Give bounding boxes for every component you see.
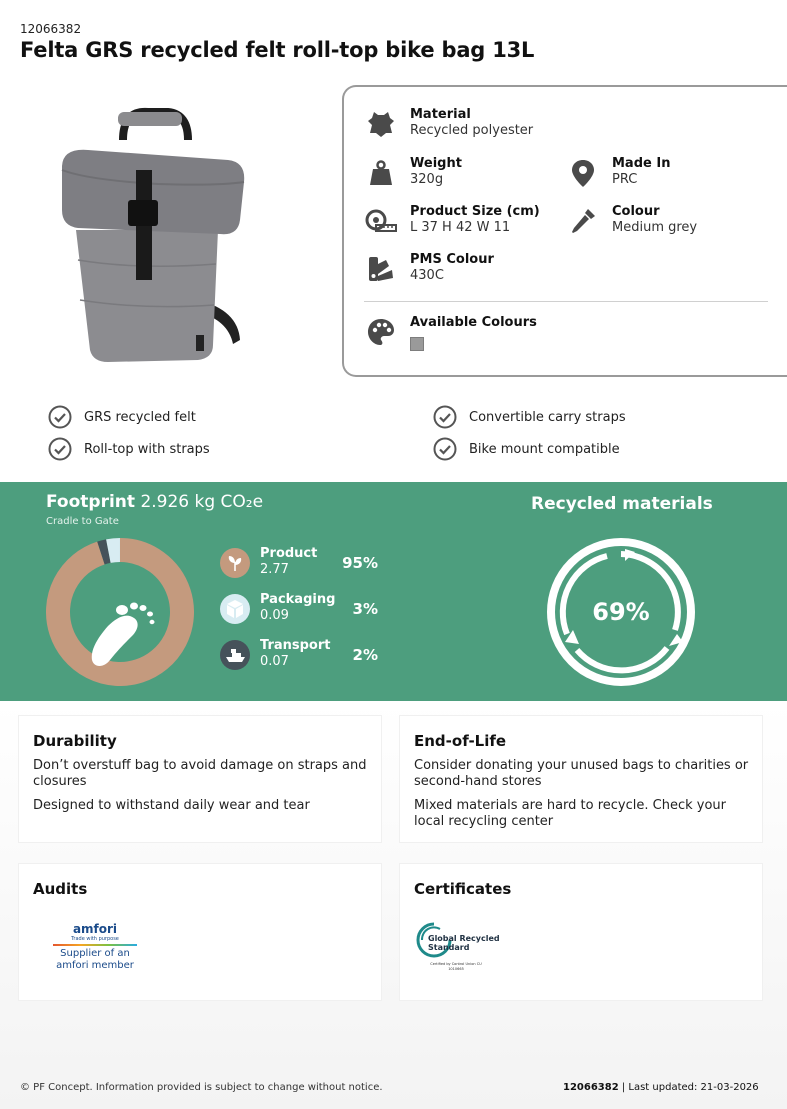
feature-label: Convertible carry straps — [469, 409, 626, 425]
check-circle-icon — [48, 405, 72, 429]
grs-certified-text: Certified by Control Union CU 1010665 — [430, 962, 482, 971]
leather-hide-icon — [364, 107, 398, 141]
specification-panel — [342, 85, 787, 377]
tape-measure-icon — [364, 204, 398, 238]
footprint-row-transport — [220, 638, 390, 674]
weight-label: Weight — [410, 156, 462, 171]
made-in-label: Made In — [612, 156, 671, 171]
weight-icon — [364, 156, 398, 190]
check-circle-icon — [433, 437, 457, 461]
size-label: Product Size (cm) — [410, 204, 540, 219]
recycled-materials-title: Recycled materials — [531, 494, 713, 514]
colour-value: Medium grey — [612, 220, 698, 235]
spec-available-colours — [364, 315, 537, 351]
product-title: Felta GRS recycled felt roll-top bike bag 13L — [20, 38, 535, 62]
footprint-row-percent: 2% — [352, 646, 378, 664]
footprint-donut-chart — [46, 538, 194, 686]
location-pin-icon — [566, 156, 600, 190]
spec-pms — [364, 252, 494, 286]
feature-label: Bike mount compatible — [469, 441, 620, 457]
footprint-title-label: Footprint — [46, 492, 136, 512]
durability-text-1: Don’t overstuff bag to avoid damage on straps and closures — [33, 758, 367, 789]
color-picker-icon — [566, 204, 600, 238]
check-circle-icon — [433, 405, 457, 429]
size-value: L 37 H 42 W 11 — [410, 220, 511, 235]
material-value: Recycled polyester — [410, 123, 534, 138]
amfori-logo-text: Supplier of an amfori member — [56, 948, 134, 971]
spec-divider — [364, 301, 768, 302]
footer-disclaimer: © PF Concept. Information provided is subject to change without notice. — [20, 1082, 383, 1093]
feature-label: Roll-top with straps — [84, 441, 210, 457]
footprint-row-label: Packaging — [260, 592, 336, 607]
footprint-row-product — [220, 546, 390, 582]
colour-swatch-grey[interactable] — [410, 337, 424, 351]
footprint-total: 2.926 kg CO₂e — [140, 492, 264, 512]
amfori-logo-tagline: Trade with purpose — [71, 936, 119, 942]
spec-material — [364, 107, 533, 141]
feature-item — [48, 405, 196, 429]
recycled-percent: 69% — [592, 598, 650, 626]
footer-updated — [563, 1082, 759, 1093]
certificates-box — [400, 864, 762, 1000]
leaf-icon — [220, 548, 250, 578]
product-image — [48, 100, 258, 380]
footprint-row-label: Product — [260, 546, 318, 561]
footer-last-updated: | Last updated: 21-03-2026 — [618, 1082, 759, 1093]
footprint-subtitle: Cradle to Gate — [46, 516, 119, 527]
made-in-value: PRC — [612, 172, 638, 187]
sustainability-band — [0, 482, 787, 701]
durability-title: Durability — [33, 732, 117, 750]
available-colours-label: Available Colours — [410, 315, 537, 330]
feature-label: GRS recycled felt — [84, 409, 196, 425]
footer-sku: 12066382 — [563, 1082, 619, 1093]
spec-size — [364, 204, 540, 238]
end-of-life-title: End-of-Life — [414, 732, 507, 750]
footprint-row-value: 0.07 — [260, 654, 289, 669]
durability-text-2: Designed to withstand daily wear and tear — [33, 798, 310, 813]
end-of-life-box — [400, 716, 762, 842]
feature-item — [433, 437, 620, 461]
palette-icon — [364, 315, 398, 349]
pms-value: 430C — [410, 268, 444, 283]
feature-item — [48, 437, 210, 461]
product-sku: 12066382 — [20, 22, 82, 36]
grs-logo — [414, 920, 504, 976]
ship-icon — [220, 640, 250, 670]
footprint-row-value: 0.09 — [260, 608, 289, 623]
certificates-title: Certificates — [414, 880, 512, 898]
weight-value: 320g — [410, 172, 444, 187]
durability-box — [19, 716, 381, 842]
material-label: Material — [410, 107, 471, 122]
feature-item — [433, 405, 626, 429]
spec-colour — [566, 204, 697, 238]
end-of-life-text-2: Mixed materials are hard to recycle. Check your local recycling center — [414, 798, 726, 829]
box-icon — [220, 594, 250, 624]
check-circle-icon — [48, 437, 72, 461]
spec-made-in — [566, 156, 670, 190]
spec-weight — [364, 156, 462, 190]
footprint-row-label: Transport — [260, 638, 331, 653]
grs-logo-text: Global Recycled Standard — [428, 934, 500, 952]
footprint-row-percent: 3% — [352, 600, 378, 618]
footprint-title — [46, 492, 263, 512]
footprint-row-percent: 95% — [342, 554, 378, 572]
footprint-row-packaging — [220, 592, 390, 628]
amfori-logo — [53, 922, 137, 972]
amfori-logo-name: amfori — [72, 922, 118, 936]
pms-label: PMS Colour — [410, 252, 494, 267]
color-swatch-icon — [364, 252, 398, 286]
colour-label: Colour — [612, 204, 660, 219]
audits-box — [19, 864, 381, 1000]
footprint-row-value: 2.77 — [260, 562, 289, 577]
end-of-life-text-1: Consider donating your unused bags to charities or second-hand stores — [414, 758, 749, 789]
audits-title: Audits — [33, 880, 88, 898]
